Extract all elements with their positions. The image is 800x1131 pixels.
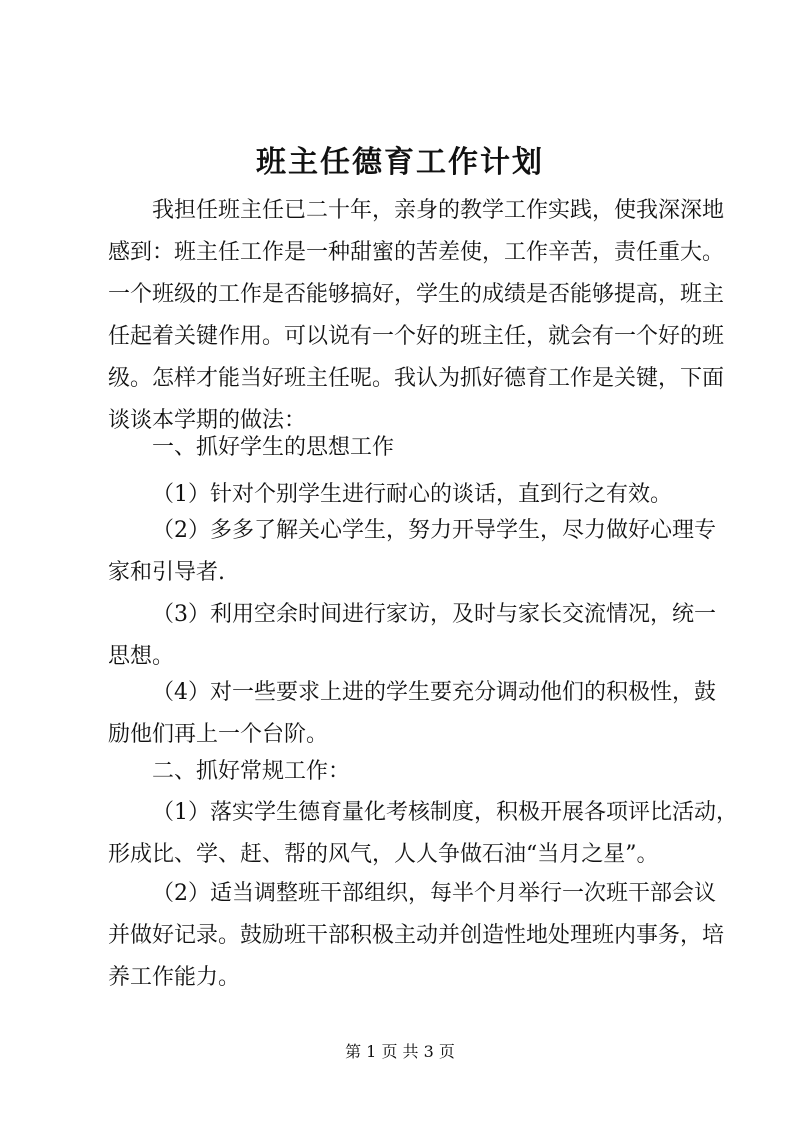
paragraph-line: （2）多多了解关心学生，努力开导学生，尽力做好心理专: [152, 518, 716, 543]
list-item-1-2: [108, 510, 716, 594]
paragraph-line: 一个班级的工作是否能够搞好，学生的成绩是否能够提高，班主: [108, 282, 725, 307]
paragraph-line: （1）落实学生德育量化考核制度，积极开展各项评比活动，: [152, 800, 738, 825]
section-heading-2: [152, 751, 350, 793]
paragraph-line: 励他们再上一个台阶。: [108, 722, 329, 747]
heading-line: 二、抓好常规工作：: [152, 759, 351, 784]
paragraph-line: （4）对一些要求上进的学生要充分调动他们的积极性，鼓: [152, 680, 716, 705]
page-footer: 第 1 页 共 3 页: [345, 1042, 455, 1061]
paragraph-line: 养工作能力。: [108, 965, 241, 990]
paragraph-line: 任起着关键作用。可以说有一个好的班主任，就会有一个好的班: [108, 324, 725, 349]
page-title: 班主任德育工作计划: [256, 145, 544, 180]
paragraph-line: 我担任班主任已二十年，亲身的教学工作实践，使我深深地: [152, 198, 725, 223]
paragraph-line: 谈谈本学期的做法：: [108, 408, 307, 433]
list-item-2-1: [108, 792, 738, 876]
paragraph-line: 思想。: [108, 644, 175, 669]
paragraph-line: （3）利用空余时间进行家访，及时与家长交流情况，统一: [152, 602, 716, 627]
paragraph-line: 感到：班主任工作是一种甜蜜的苦差使，工作辛苦，责任重大。: [108, 240, 725, 265]
paragraph-line: 并做好记录。鼓励班干部积极主动并创造性地处理班内事务，培: [108, 923, 725, 948]
paragraph-line: 形成比、学、赶、帮的风气，人人争做石油“当月之星”。: [108, 842, 659, 867]
list-item-1-4: [108, 672, 716, 756]
heading-line: 一、抓好学生的思想工作: [152, 435, 395, 460]
paragraph-line: （1）针对个别学生进行耐心的谈话，直到行之有效。: [152, 482, 672, 507]
paragraph-line: 级。怎样才能当好班主任呢。我认为抓好德育工作是关键，下面: [108, 366, 725, 391]
paragraph-line: （2）适当调整班干部组织，每半个月举行一次班干部会议: [152, 881, 716, 906]
list-item-1-3: [108, 594, 716, 678]
list-item-2-2: [108, 873, 724, 999]
section-heading-1: [152, 427, 394, 469]
paragraph-line: 家和引导者.: [108, 560, 225, 585]
paragraph-intro: [108, 190, 724, 442]
